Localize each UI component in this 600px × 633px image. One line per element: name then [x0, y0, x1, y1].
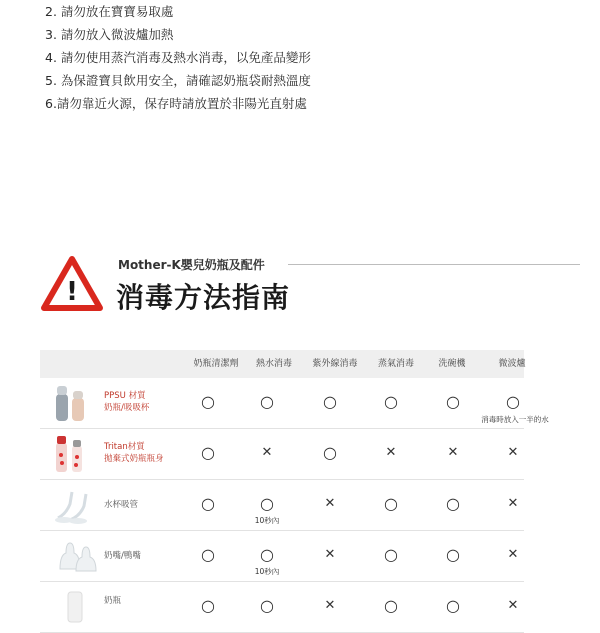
cell-mark: ✕ — [507, 496, 519, 511]
row-label-line1: 奶嘴/鴨嘴 — [104, 551, 141, 561]
cell-mark: ✕ — [507, 598, 519, 613]
cell-mark: ○ — [446, 494, 460, 513]
warning-triangle-icon — [41, 256, 103, 312]
page-title: 消毒方法指南 — [116, 281, 291, 314]
brand-divider — [288, 264, 580, 265]
cell-mark: ○ — [446, 545, 460, 564]
nipple-image — [50, 535, 100, 577]
table-row — [40, 582, 524, 633]
note-6: 6.請勿靠近火源，保存時請放置於非陽光直射處 — [45, 96, 307, 111]
col-header-detergent: 奶瓶清潔劑 — [193, 359, 239, 369]
table-row — [40, 531, 524, 582]
cell-mark: ○ — [384, 596, 398, 615]
cell-mark: ○ — [323, 392, 337, 411]
col-header-steam: 蒸氣消毒 — [377, 359, 414, 369]
cell-note: 10秒內 — [254, 516, 280, 525]
cell-mark: ○ — [201, 596, 215, 615]
sterilization-table — [40, 350, 549, 615]
cell-mark: ○ — [323, 443, 337, 462]
cell-mark: ○ — [260, 596, 274, 615]
col-header-hot-water: 熱水消毒 — [255, 359, 292, 369]
cell-note: 10秒內 — [254, 567, 280, 576]
tritan-bottle-image — [50, 433, 100, 475]
cell-mark: ○ — [260, 545, 274, 564]
cell-mark: ○ — [201, 494, 215, 513]
cell-mark: ✕ — [261, 445, 273, 460]
table-row — [40, 429, 524, 480]
row-label-line2: 奶瓶/吸吸杯 — [104, 403, 150, 413]
row-label-line1: 水杯吸管 — [104, 500, 139, 510]
table-row — [40, 480, 524, 531]
straw-image — [50, 484, 100, 526]
cell-mark: ✕ — [385, 445, 397, 460]
care-notes — [45, 0, 545, 115]
cell-mark: ○ — [260, 494, 274, 513]
cell-mark: ○ — [446, 392, 460, 411]
note-4: 4. 請勿使用蒸汽消毒及熱水消毒，以免產品變形 — [45, 50, 311, 65]
cell-mark: ○ — [201, 443, 215, 462]
bottle-image — [50, 586, 100, 628]
cell-mark: ○ — [201, 545, 215, 564]
row-label-line2: 拋棄式奶瓶瓶身 — [104, 454, 164, 464]
table-row — [40, 378, 549, 429]
table-header — [40, 350, 524, 378]
col-header-dishwasher: 洗碗機 — [438, 359, 466, 369]
cell-mark: ✕ — [324, 598, 336, 613]
warning-exclamation: ! — [66, 277, 78, 307]
cell-mark: ✕ — [507, 445, 519, 460]
row-label-line1: 奶瓶 — [104, 596, 122, 606]
row-label-line1: Tritan材質 — [104, 442, 145, 452]
cell-mark: ✕ — [324, 496, 336, 511]
cell-mark: ○ — [384, 545, 398, 564]
cell-mark: ✕ — [324, 547, 336, 562]
note-3: 3. 請勿放入微波爐加熱 — [45, 27, 174, 42]
section-header — [40, 250, 580, 320]
cell-mark: ○ — [384, 392, 398, 411]
ppsu-bottle-image — [50, 382, 100, 424]
cell-mark: ○ — [384, 494, 398, 513]
cell-mark: ○ — [201, 392, 215, 411]
cell-mark: ✕ — [447, 445, 459, 460]
col-header-uv: 紫外線消毒 — [312, 359, 358, 369]
cell-mark: ○ — [446, 596, 460, 615]
cell-mark: ✕ — [507, 547, 519, 562]
cell-mark: ○ — [260, 392, 274, 411]
row-label-line1: PPSU 材質 — [104, 391, 146, 401]
cell-note: 消毒時放入一半的水 — [481, 415, 549, 424]
col-header-microwave: 微波爐 — [498, 359, 526, 369]
cell-mark: ○ — [506, 392, 520, 411]
brand-line: Mother-K嬰兒奶瓶及配件 — [118, 258, 265, 272]
note-5: 5. 為保證寶貝飲用安全，請確認奶瓶袋耐熱溫度 — [45, 73, 311, 88]
note-2: 2. 請勿放在寶寶易取處 — [45, 4, 174, 19]
